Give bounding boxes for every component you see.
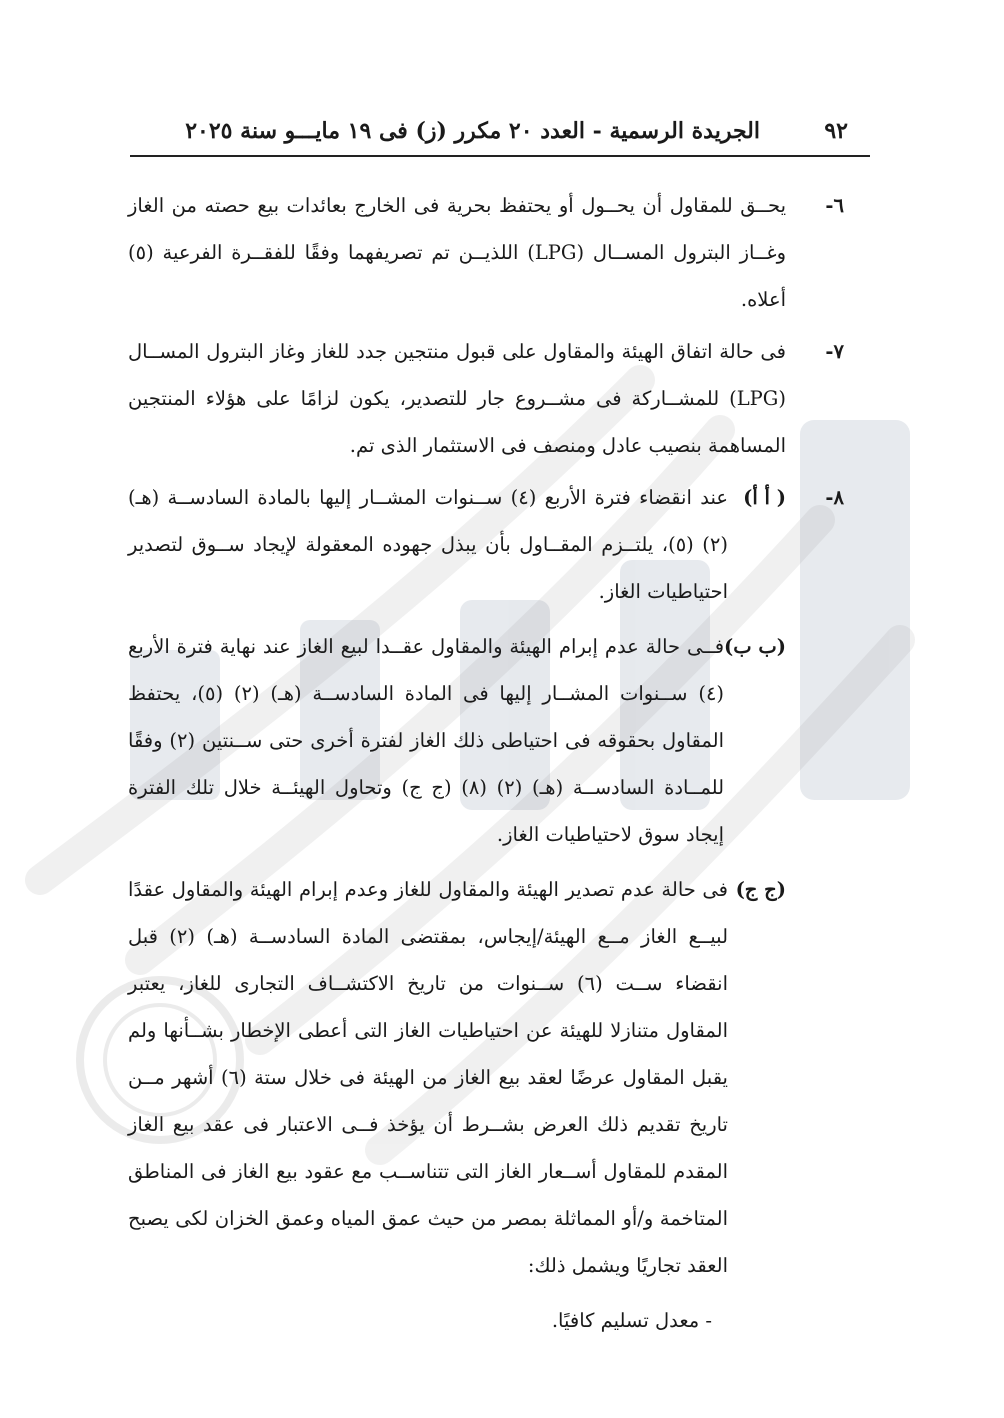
subclause-marker: (ج ج) xyxy=(735,878,786,901)
header-divider xyxy=(130,155,870,157)
clause-number: ٦- xyxy=(825,194,844,217)
clause-number: ٨- xyxy=(825,486,844,509)
subclause-text: فى حالة عدم تصدير الهيئة والمقاول للغاز وعدم إبرام الهيئة والمقاول عقدًا لبيــع الغاز مــع الهيئة/إيجاس، بمقتضى المادة السادســة (هـ) (٢) قبل انقضاء ســت (٦) ســنوات من تاريخ الاكتشــاف التجارى للغاز، يعتبر المقاول متنازلا للهيئة عن احتياطيات الغاز التى أعطى الإخطار بشــأنها ولم يقبل المقاول عرضًا لعقد بيع الغاز من الهيئة فى خلال ستة (٦) أشهر مــن تاريخ تقديم ذلك العرض بشــرط أن يؤخذ فــى الاعتبار فى عقد بيع الغاز المقدم للمقاول أســعار الغاز التى تتناســب مع عقود بيع الغاز فى المناطق المتاخمة و/أو المماثلة بمصر من حيث عمق المياه وعمق الخزان لكى يصبح العقد تجاريًا ويشمل ذلك: xyxy=(128,878,729,1277)
page-number: ٩٢ xyxy=(824,118,848,144)
clause-text: يحــق للمقاول أن يحــول أو يحتفظ بحرية فى الخارج بعائدات بيع حصته من الغاز وغــاز البترول المســال (LPG) اللذيــن تم تصريفهما وفقًا للفقــرة الفرعية (٥) أعلاه. xyxy=(128,194,786,311)
document-body xyxy=(128,182,844,1349)
subclause-marker: ( أ أ) xyxy=(743,486,786,509)
clause-6 xyxy=(128,182,844,323)
subclause-text: عند انقضاء فترة الأربع (٤) ســنوات المشــار إليها بالمادة السادســة (هـ) (٢) (٥)، يلتــزم المقــاول بأن يبذل جهوده المعقولة لإيجاد ســوق لتصدير احتياطيات الغاز. xyxy=(128,486,728,603)
subclause-c xyxy=(128,866,786,1289)
clause-7 xyxy=(128,328,844,469)
dash-list-item: - معدل تسليم كافيًا. xyxy=(551,1309,712,1332)
page-header xyxy=(130,112,870,150)
clause-text: فى حالة اتفاق الهيئة والمقاول على قبول منتجين جدد للغاز وغاز البترول المســال (LPG) للمشــاركة فى مشــروع جار للتصدير، يكون لزامًا على هؤلاء المنتجين المساهمة بنصيب عادل ومنصف فى الاستثمار الذى تم. xyxy=(128,340,786,457)
subclause-a xyxy=(128,474,786,615)
clause-8 xyxy=(128,474,844,1344)
subclause-marker: (ب ب) xyxy=(724,635,786,658)
gazette-header-title: الجريدة الرسمية - العدد ٢٠ مكرر (ز) فى ١٩ مايـــو سنة ٢٠٢٥ xyxy=(185,118,760,144)
subclause-text: فــى حالة عدم إبرام الهيئة والمقاول عقــدا لبيع الغاز عند نهاية فترة الأربع (٤) ســنوات المشــار إليها فى المادة السادســة (هـ) (٢) (٥)، يحتفظ المقاول بحقوقه فى احتياطى ذلك الغاز لفترة أخرى حتى ســنتين (٢) وفقًا للمــادة السادســة (هـ) (٢) (٨) (ج ج) وتحاول الهيئــة خلال تلك الفترة إيجاد سوق لاحتياطيات الغاز. xyxy=(128,635,725,846)
clause-number: ٧- xyxy=(825,340,844,363)
subclause-b xyxy=(128,623,786,858)
